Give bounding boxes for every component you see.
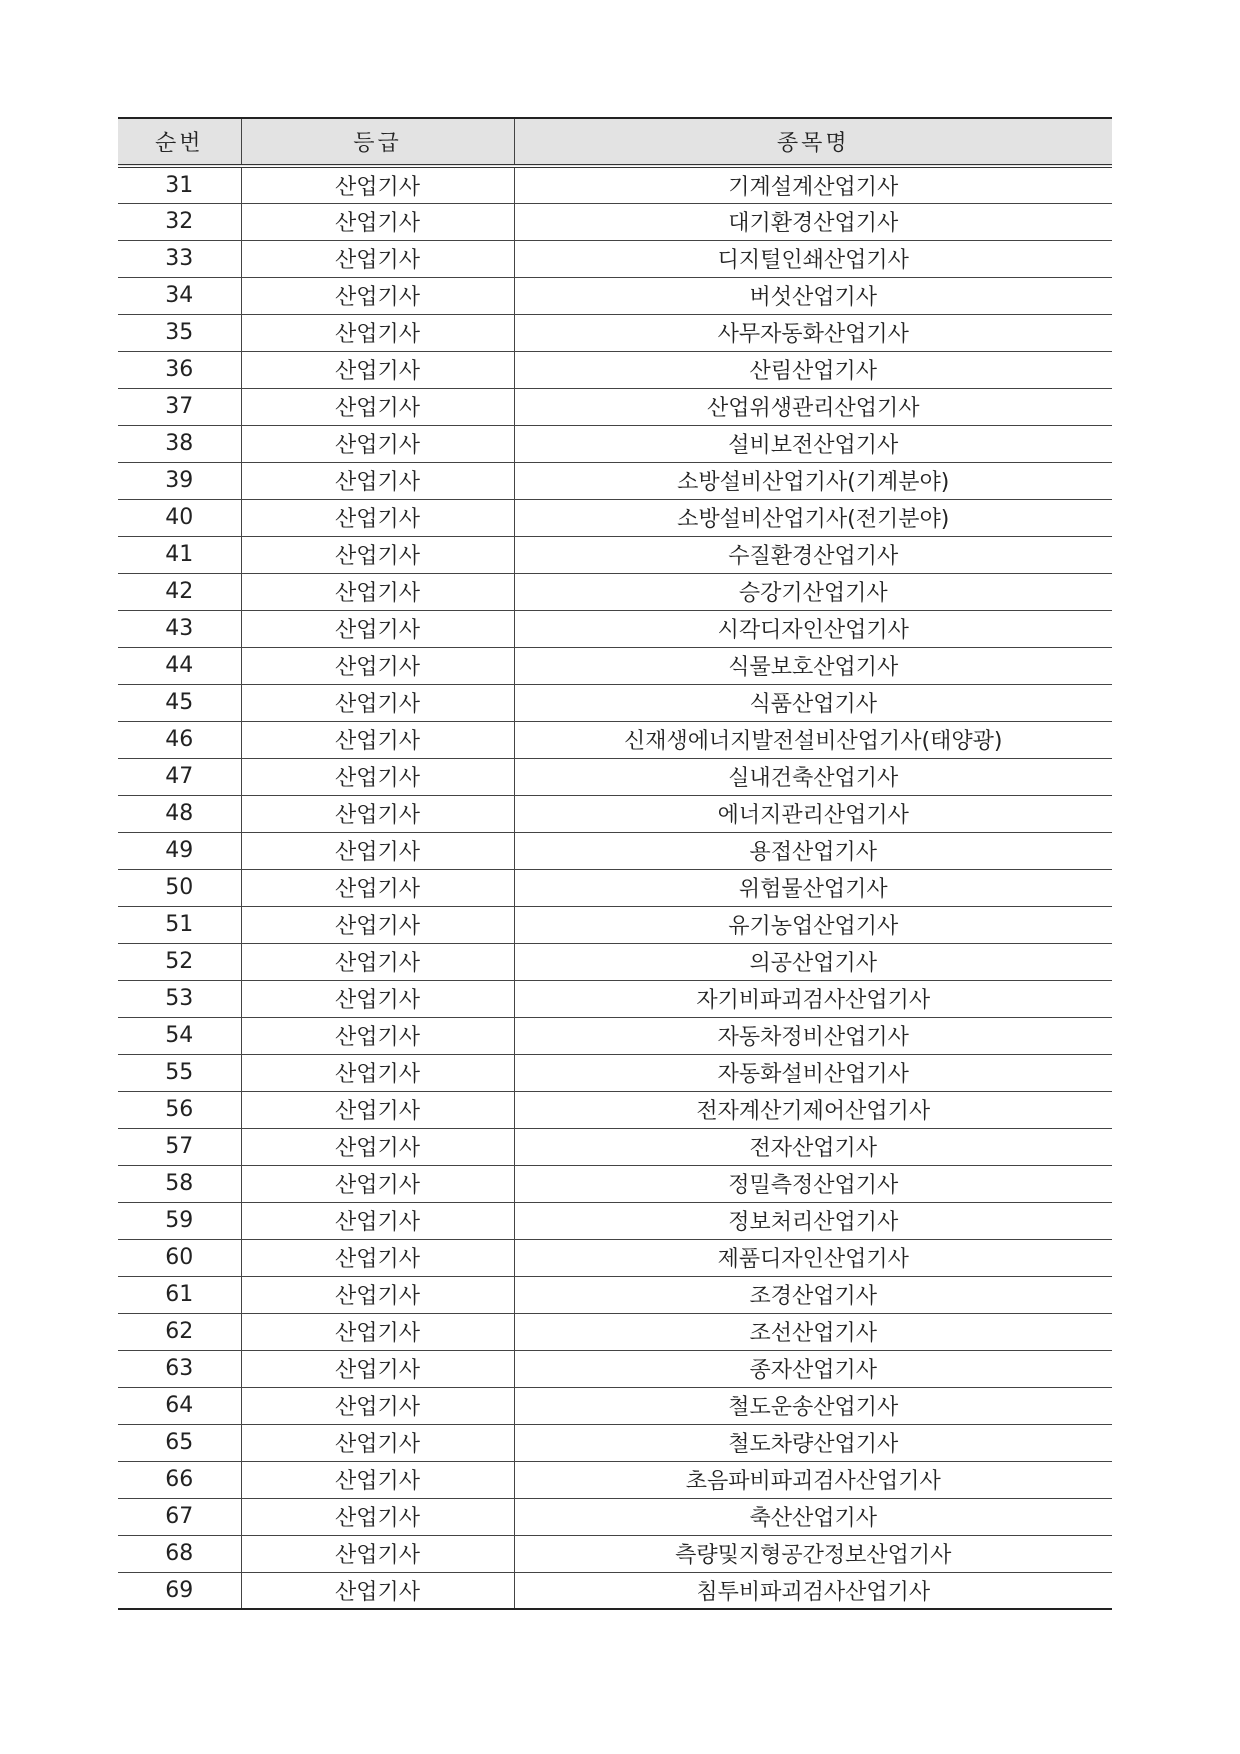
cell-number: 50	[118, 869, 241, 906]
cell-number: 37	[118, 388, 241, 425]
cell-number: 60	[118, 1239, 241, 1276]
cell-item-name: 철도차량산업기사	[514, 1424, 1112, 1461]
cell-item-name: 식품산업기사	[514, 684, 1112, 721]
cell-number: 65	[118, 1424, 241, 1461]
cell-grade: 산업기사	[241, 869, 514, 906]
cell-item-name: 초음파비파괴검사산업기사	[514, 1461, 1112, 1498]
cell-item-name: 기계설계산업기사	[514, 166, 1112, 203]
table-row	[118, 499, 1112, 536]
cell-number: 62	[118, 1313, 241, 1350]
table-row	[118, 832, 1112, 869]
cell-number: 39	[118, 462, 241, 499]
cell-grade: 산업기사	[241, 943, 514, 980]
cell-item-name: 승강기산업기사	[514, 573, 1112, 610]
header-row	[118, 118, 1112, 166]
cell-item-name: 축산산업기사	[514, 1498, 1112, 1535]
cell-item-name: 철도운송산업기사	[514, 1387, 1112, 1424]
table-row	[118, 1165, 1112, 1202]
cell-grade: 산업기사	[241, 1461, 514, 1498]
cell-grade: 산업기사	[241, 647, 514, 684]
cell-item-name: 전자산업기사	[514, 1128, 1112, 1165]
cell-number: 54	[118, 1017, 241, 1054]
cell-item-name: 산업위생관리산업기사	[514, 388, 1112, 425]
table-row	[118, 1498, 1112, 1535]
table-row	[118, 1572, 1112, 1609]
table-row	[118, 943, 1112, 980]
cell-number: 42	[118, 573, 241, 610]
cell-grade: 산업기사	[241, 906, 514, 943]
cell-grade: 산업기사	[241, 166, 514, 203]
cell-item-name: 자동화설비산업기사	[514, 1054, 1112, 1091]
cell-number: 43	[118, 610, 241, 647]
cell-item-name: 위험물산업기사	[514, 869, 1112, 906]
cell-number: 69	[118, 1572, 241, 1609]
table-row	[118, 647, 1112, 684]
cell-item-name: 제품디자인산업기사	[514, 1239, 1112, 1276]
cell-number: 56	[118, 1091, 241, 1128]
cell-grade: 산업기사	[241, 1128, 514, 1165]
cell-item-name: 자동차정비산업기사	[514, 1017, 1112, 1054]
cell-item-name: 종자산업기사	[514, 1350, 1112, 1387]
cell-number: 52	[118, 943, 241, 980]
table-row	[118, 1128, 1112, 1165]
cell-number: 51	[118, 906, 241, 943]
cell-item-name: 식물보호산업기사	[514, 647, 1112, 684]
cell-number: 38	[118, 425, 241, 462]
cell-grade: 산업기사	[241, 314, 514, 351]
table-row	[118, 610, 1112, 647]
table-body	[118, 166, 1112, 1609]
table-row	[118, 351, 1112, 388]
cell-grade: 산업기사	[241, 1017, 514, 1054]
cell-grade: 산업기사	[241, 980, 514, 1017]
table-row	[118, 166, 1112, 203]
cell-number: 45	[118, 684, 241, 721]
cell-item-name: 버섯산업기사	[514, 277, 1112, 314]
cell-item-name: 조선산업기사	[514, 1313, 1112, 1350]
cell-grade: 산업기사	[241, 351, 514, 388]
cell-item-name: 용접산업기사	[514, 832, 1112, 869]
cell-grade: 산업기사	[241, 277, 514, 314]
cell-item-name: 디지털인쇄산업기사	[514, 240, 1112, 277]
cell-number: 48	[118, 795, 241, 832]
cell-grade: 산업기사	[241, 1387, 514, 1424]
table-row	[118, 1017, 1112, 1054]
table-row	[118, 1387, 1112, 1424]
cell-grade: 산업기사	[241, 1313, 514, 1350]
table-header	[118, 118, 1112, 166]
cell-grade: 산업기사	[241, 388, 514, 425]
table-row	[118, 869, 1112, 906]
cell-item-name: 침투비파괴검사산업기사	[514, 1572, 1112, 1609]
cell-grade: 산업기사	[241, 1424, 514, 1461]
cell-grade: 산업기사	[241, 684, 514, 721]
cell-number: 66	[118, 1461, 241, 1498]
table-row	[118, 277, 1112, 314]
table-row	[118, 536, 1112, 573]
cell-grade: 산업기사	[241, 425, 514, 462]
cell-grade: 산업기사	[241, 1276, 514, 1313]
cell-grade: 산업기사	[241, 1350, 514, 1387]
cell-grade: 산업기사	[241, 610, 514, 647]
table-row	[118, 1054, 1112, 1091]
table-row	[118, 1091, 1112, 1128]
cell-item-name: 정밀측정산업기사	[514, 1165, 1112, 1202]
table-row	[118, 573, 1112, 610]
cell-item-name: 소방설비산업기사(전기분야)	[514, 499, 1112, 536]
cell-item-name: 정보처리산업기사	[514, 1202, 1112, 1239]
table-row	[118, 1313, 1112, 1350]
cell-number: 46	[118, 721, 241, 758]
cell-number: 34	[118, 277, 241, 314]
header-grade: 등급	[241, 118, 514, 166]
table-row	[118, 906, 1112, 943]
table-row	[118, 1461, 1112, 1498]
cell-grade: 산업기사	[241, 1572, 514, 1609]
cell-item-name: 에너지관리산업기사	[514, 795, 1112, 832]
cell-number: 68	[118, 1535, 241, 1572]
cell-grade: 산업기사	[241, 1202, 514, 1239]
table-row	[118, 684, 1112, 721]
cell-number: 44	[118, 647, 241, 684]
table-row	[118, 462, 1112, 499]
cell-number: 33	[118, 240, 241, 277]
table-row	[118, 1535, 1112, 1572]
table-row	[118, 388, 1112, 425]
cell-number: 59	[118, 1202, 241, 1239]
cell-number: 64	[118, 1387, 241, 1424]
cell-grade: 산업기사	[241, 536, 514, 573]
cell-item-name: 측량및지형공간정보산업기사	[514, 1535, 1112, 1572]
cell-grade: 산업기사	[241, 203, 514, 240]
cell-number: 57	[118, 1128, 241, 1165]
cell-item-name: 시각디자인산업기사	[514, 610, 1112, 647]
cell-item-name: 유기농업산업기사	[514, 906, 1112, 943]
cell-item-name: 신재생에너지발전설비산업기사(태양광)	[514, 721, 1112, 758]
table-row	[118, 203, 1112, 240]
cell-grade: 산업기사	[241, 795, 514, 832]
cell-item-name: 의공산업기사	[514, 943, 1112, 980]
cell-number: 53	[118, 980, 241, 1017]
cell-grade: 산업기사	[241, 832, 514, 869]
cell-number: 55	[118, 1054, 241, 1091]
cell-grade: 산업기사	[241, 1239, 514, 1276]
cell-grade: 산업기사	[241, 240, 514, 277]
cell-grade: 산업기사	[241, 1498, 514, 1535]
certification-table	[118, 117, 1112, 1610]
cell-item-name: 설비보전산업기사	[514, 425, 1112, 462]
cell-number: 41	[118, 536, 241, 573]
cell-grade: 산업기사	[241, 1054, 514, 1091]
cell-number: 32	[118, 203, 241, 240]
cell-item-name: 전자계산기제어산업기사	[514, 1091, 1112, 1128]
cell-grade: 산업기사	[241, 1535, 514, 1572]
table-row	[118, 1424, 1112, 1461]
cell-grade: 산업기사	[241, 499, 514, 536]
cell-number: 35	[118, 314, 241, 351]
cell-grade: 산업기사	[241, 462, 514, 499]
cell-number: 49	[118, 832, 241, 869]
cell-grade: 산업기사	[241, 758, 514, 795]
cell-item-name: 자기비파괴검사산업기사	[514, 980, 1112, 1017]
table-row	[118, 1239, 1112, 1276]
table-row	[118, 1276, 1112, 1313]
cell-item-name: 조경산업기사	[514, 1276, 1112, 1313]
cell-number: 36	[118, 351, 241, 388]
table-row	[118, 240, 1112, 277]
cell-item-name: 산림산업기사	[514, 351, 1112, 388]
table-row	[118, 1350, 1112, 1387]
table-row	[118, 721, 1112, 758]
cell-grade: 산업기사	[241, 573, 514, 610]
table-row	[118, 795, 1112, 832]
cell-number: 67	[118, 1498, 241, 1535]
cell-item-name: 소방설비산업기사(기계분야)	[514, 462, 1112, 499]
table-row	[118, 425, 1112, 462]
cell-item-name: 실내건축산업기사	[514, 758, 1112, 795]
cell-number: 40	[118, 499, 241, 536]
cell-grade: 산업기사	[241, 721, 514, 758]
cell-number: 31	[118, 166, 241, 203]
header-number: 순번	[118, 118, 241, 166]
cell-grade: 산업기사	[241, 1091, 514, 1128]
cell-number: 58	[118, 1165, 241, 1202]
cell-item-name: 수질환경산업기사	[514, 536, 1112, 573]
table-row	[118, 980, 1112, 1017]
table-row	[118, 314, 1112, 351]
header-item-name: 종목명	[514, 118, 1112, 166]
table-row	[118, 758, 1112, 795]
cell-item-name: 사무자동화산업기사	[514, 314, 1112, 351]
cell-grade: 산업기사	[241, 1165, 514, 1202]
cell-number: 61	[118, 1276, 241, 1313]
table-row	[118, 1202, 1112, 1239]
cell-number: 63	[118, 1350, 241, 1387]
cell-item-name: 대기환경산업기사	[514, 203, 1112, 240]
cell-number: 47	[118, 758, 241, 795]
